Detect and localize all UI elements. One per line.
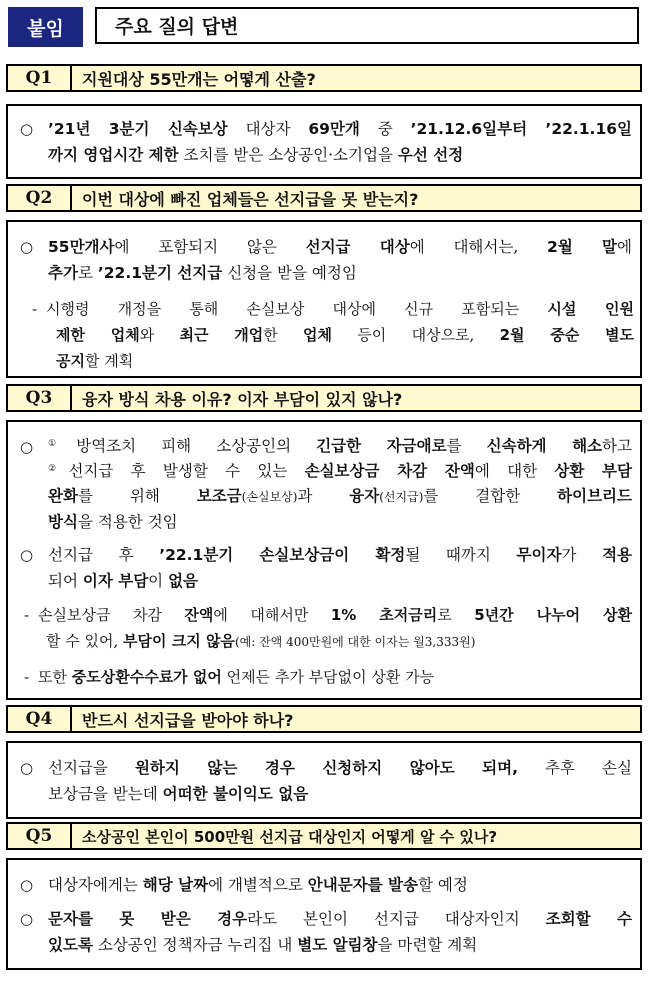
question-text: 소상공인 본인이 500만원 선지급 대상인지 어떻게 알 수 있나?: [82, 827, 498, 846]
dash-bullet: -: [24, 668, 30, 686]
answer-box-q2: [6, 220, 642, 378]
question-bar-q2: [6, 184, 642, 212]
question-bar-q3: [6, 384, 642, 412]
question-number: Q2: [8, 186, 72, 210]
circle-bullet: ○: [20, 910, 34, 928]
answer-item: 55만개사에 포함되지 않은 선지급 대상에 대해서는, 2월 말에 추가로 ’22.1분기 선지급 신청을 받을 예정임: [48, 238, 632, 282]
question-text: 융자 방식 차용 이유? 이자 부담이 있지 않나?: [82, 389, 403, 409]
question-bar-q4: [6, 705, 642, 733]
question-bar-q5: [6, 822, 642, 850]
question-text: 이번 대상에 빠진 업체들은 선지급을 못 받는지?: [82, 189, 419, 209]
question-number: Q4: [8, 707, 72, 731]
answer-item: ’21년 3분기 신속보상 대상자 69만개 중 ’21.12.6일부터 ’22.1.16일 까지 영업시간 제한 조치를 받은 소상공인·소기업을 우선 선정: [48, 120, 632, 164]
question-text: 반드시 선지급을 받아야 하나?: [82, 710, 294, 730]
circle-bullet: ○: [20, 238, 34, 256]
answer-item: 또한 중도상환수수료가 없어 언제든 추가 부담없이 상환 가능: [38, 668, 435, 686]
answer-item: 문자를 못 받은 경우라도 본인이 선지급 대상자인지 조회할 수 있도록 소상공인 정책자금 누리집 내 별도 알림창을 마련할 계획: [48, 910, 632, 954]
answer-item: 선지급 후 ’22.1분기 손실보상금이 확정될 때까지 무이자가 적용 되어 이자 부담이 없음: [48, 546, 633, 590]
answer-box-q1: [6, 104, 642, 179]
page-title: 주요 질의 답변: [95, 7, 639, 44]
question-number: Q1: [8, 66, 72, 90]
answer-item: 대상자에게는 해당 날짜에 개별적으로 안내문자를 발송할 예정: [48, 876, 468, 894]
header: [8, 7, 642, 47]
answer-box-q5: [6, 858, 642, 970]
circle-bullet: ○: [20, 876, 34, 894]
dash-bullet: -: [32, 300, 38, 318]
answer-item: 손실보상금 차감 잔액에 대해서만 1% 초저금리로 5년간 나누어 상환 할 수 있어, 부담이 크지 않음(예: 잔액 400만원에 대한 이자는 월3,333원): [38, 606, 633, 650]
question-text: 지원대상 55만개는 어떻게 산출?: [82, 69, 316, 89]
question-bar-q1: [6, 64, 642, 92]
answer-box-q3: [6, 420, 642, 700]
answer-item: 선지급을 원하지 않는 경우 신청하지 않아도 되며, 추후 손실 보상금을 받는데 어떠한 불이익도 없음: [48, 759, 632, 803]
answer-item: 시행령 개정을 통해 손실보상 대상에 신규 포함되는 시설 인원 제한 업체와 최근 개업한 업체 등이 대상으로, 2월 중순 별도 공지할 계획: [46, 300, 635, 370]
circle-bullet: ○: [20, 120, 34, 138]
circle-bullet: ○: [20, 546, 34, 564]
circle-bullet: ○: [20, 759, 34, 777]
dash-bullet: -: [24, 606, 30, 624]
circle-bullet: ○: [20, 438, 34, 456]
answer-item: ①방역조치 피해 소상공인의 긴급한 자금애로를 신속하게 해소하고 ②선지급 후 발생할 수 있는 손실보상금 차감 잔액에 대한 상환 부담 완화를 위해 보조금(손실보상)과 융자(선지급)를 결합한 하이브리드 방식을 적용한 것임: [48, 437, 633, 531]
question-number: Q5: [8, 824, 72, 848]
answer-box-q4: [6, 741, 642, 819]
question-number: Q3: [8, 386, 72, 410]
attachment-badge: 붙임: [8, 7, 83, 47]
